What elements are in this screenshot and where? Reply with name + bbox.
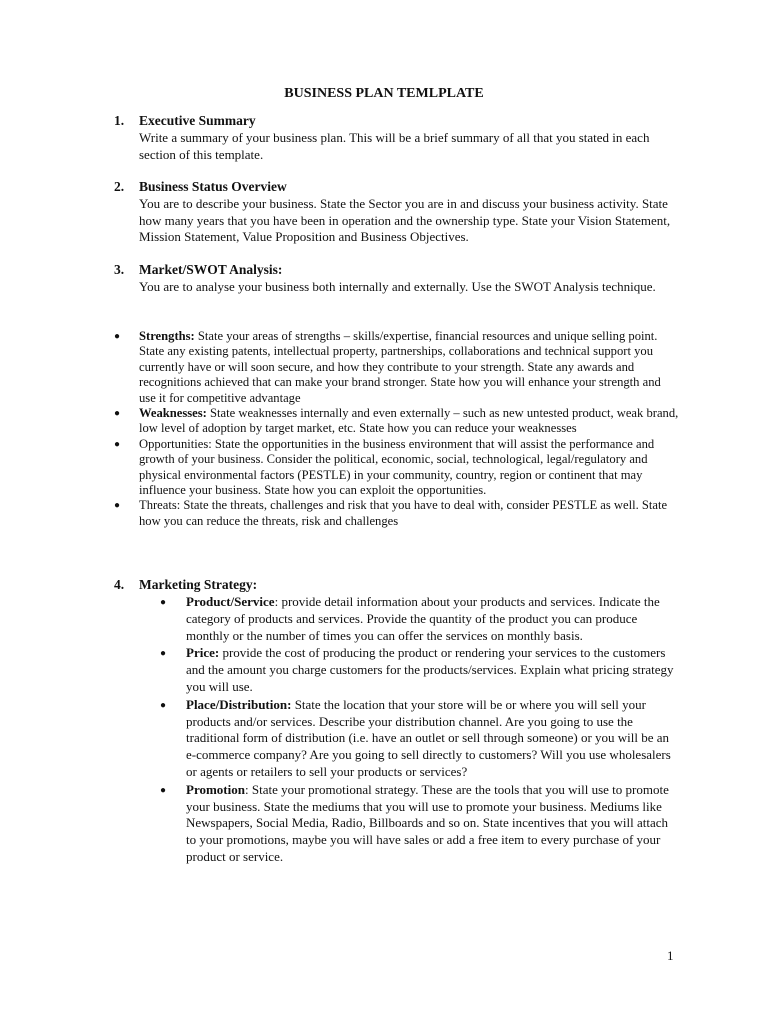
section-title: Market/SWOT Analysis: [139,262,283,277]
section-title: Marketing Strategy: [139,577,258,592]
bullet-icon: ● [114,408,121,420]
section-heading-business-status [114,179,287,195]
section-number: 2. [114,179,125,194]
list-item-place-distribution [160,697,680,781]
list-item-weaknesses [114,406,680,437]
bullet-icon: ● [160,784,167,796]
section-heading-executive-summary [114,113,256,129]
section-number: 3. [114,262,125,277]
section-heading-swot-analysis [114,262,282,278]
item-term: Promotion [186,781,245,797]
item-text: State weaknesses internally and even externally – such as new untested product, weak brand, low level of adoption by target market, etc. State how you can reduce your weaknesses [139,406,679,436]
bullet-icon: ● [160,597,167,608]
section-number: 4. [114,577,125,592]
marketing-list [160,594,680,867]
bullet-icon: ● [114,438,121,450]
item-text: : provide detail information about your products and services. Indicate the category of products and services. Provide the quantity of the product you can produce monthly or the number of times you can offer the services on monthly basis. [186,594,660,643]
item-term: Weaknesses: [139,406,207,421]
section-heading-marketing-strategy [114,577,257,593]
item-text: provide the cost of producing the product or rendering your services to the customers and the amount you charge customers for the products/services. Explain what pricing strategy you will use. [186,645,674,694]
item-text: Opportunities: State the opportunities in the business environment that will assist the performance and growth of your business. Consider the political, economic, social, technological, legal/regulatory and physical environmental factors (PESTLE) in your community, country, region or continent that may influence your business. State how you can exploit the opportunities. [139,436,655,498]
bullet-icon: ● [114,331,121,342]
bullet-icon: ● [160,648,167,660]
item-term: Strengths: [139,329,195,343]
section-body-swot-analysis: You are to analyse your business both internally and externally. Use the SWOT Analysis technique. [139,279,656,294]
bullet-icon: ● [114,500,121,512]
section-title: Business Status Overview [139,179,287,194]
item-text: Threats: State the threats, challenges and risk that you have to deal with, consider PESTLE as well. State how you can reduce the threats, risk and challenges [139,498,668,528]
item-text: State your areas of strengths – skills/expertise, financial resources and unique selling point. State any existing patents, intellectual property, partnerships, collaborations and technical support you currently have or will soon secure, and how they contribute to your strength. State any awards and recognitions achieved that can make your brand stronger. State how you will enhance your strength and use it for competitive advantage [139,329,661,405]
list-item-opportunities [114,437,680,499]
section-title: Executive Summary [139,113,256,128]
bullet-icon: ● [160,699,167,711]
list-item-threats [114,498,680,529]
swot-list [114,329,680,529]
document-title: BUSINESS PLAN TEMLPLATE [284,86,484,101]
item-text: State the location that your store will be or where you will sell your products and/or services. Describe your distribution channel. Are you going to use the traditional form of distribution (i.e. have an outlet or sell through someone) or you will be an e-commerce company? Are you going to sell directly to customers? Will you use wholesalers or agents or retailers to sell your products or services? [186,696,671,779]
list-item-strengths [114,329,680,406]
item-term: Price: [186,645,220,661]
item-term: Place/Distribution: [186,696,292,712]
item-term: Product/Service [186,594,275,609]
section-body-business-status: You are to describe your business. State the Sector you are in and discuss your business activity. State how many years that you have been in operation and the ownership type. State your Vision Statement, Mission Statement, Value Proposition and Business Objectives. [139,196,671,245]
list-item-product-service [160,594,680,644]
section-number: 1. [114,113,125,128]
section-body-executive-summary: Write a summary of your business plan. This will be a brief summary of all that you stated in each section of this template. [139,130,650,162]
page-number: 1 [667,948,674,963]
item-text: : State your promotional strategy. These are the tools that you will use to promote your business. State the mediums that you will use to promote your business. Mediums like Newspapers, Social Media, Radio, Billboards and so on. State incentives that you will attach to your promotions, maybe you will have sales or add a free item to every purchase of your product or service. [186,781,669,864]
list-item-price [160,645,680,695]
list-item-promotion [160,782,680,866]
